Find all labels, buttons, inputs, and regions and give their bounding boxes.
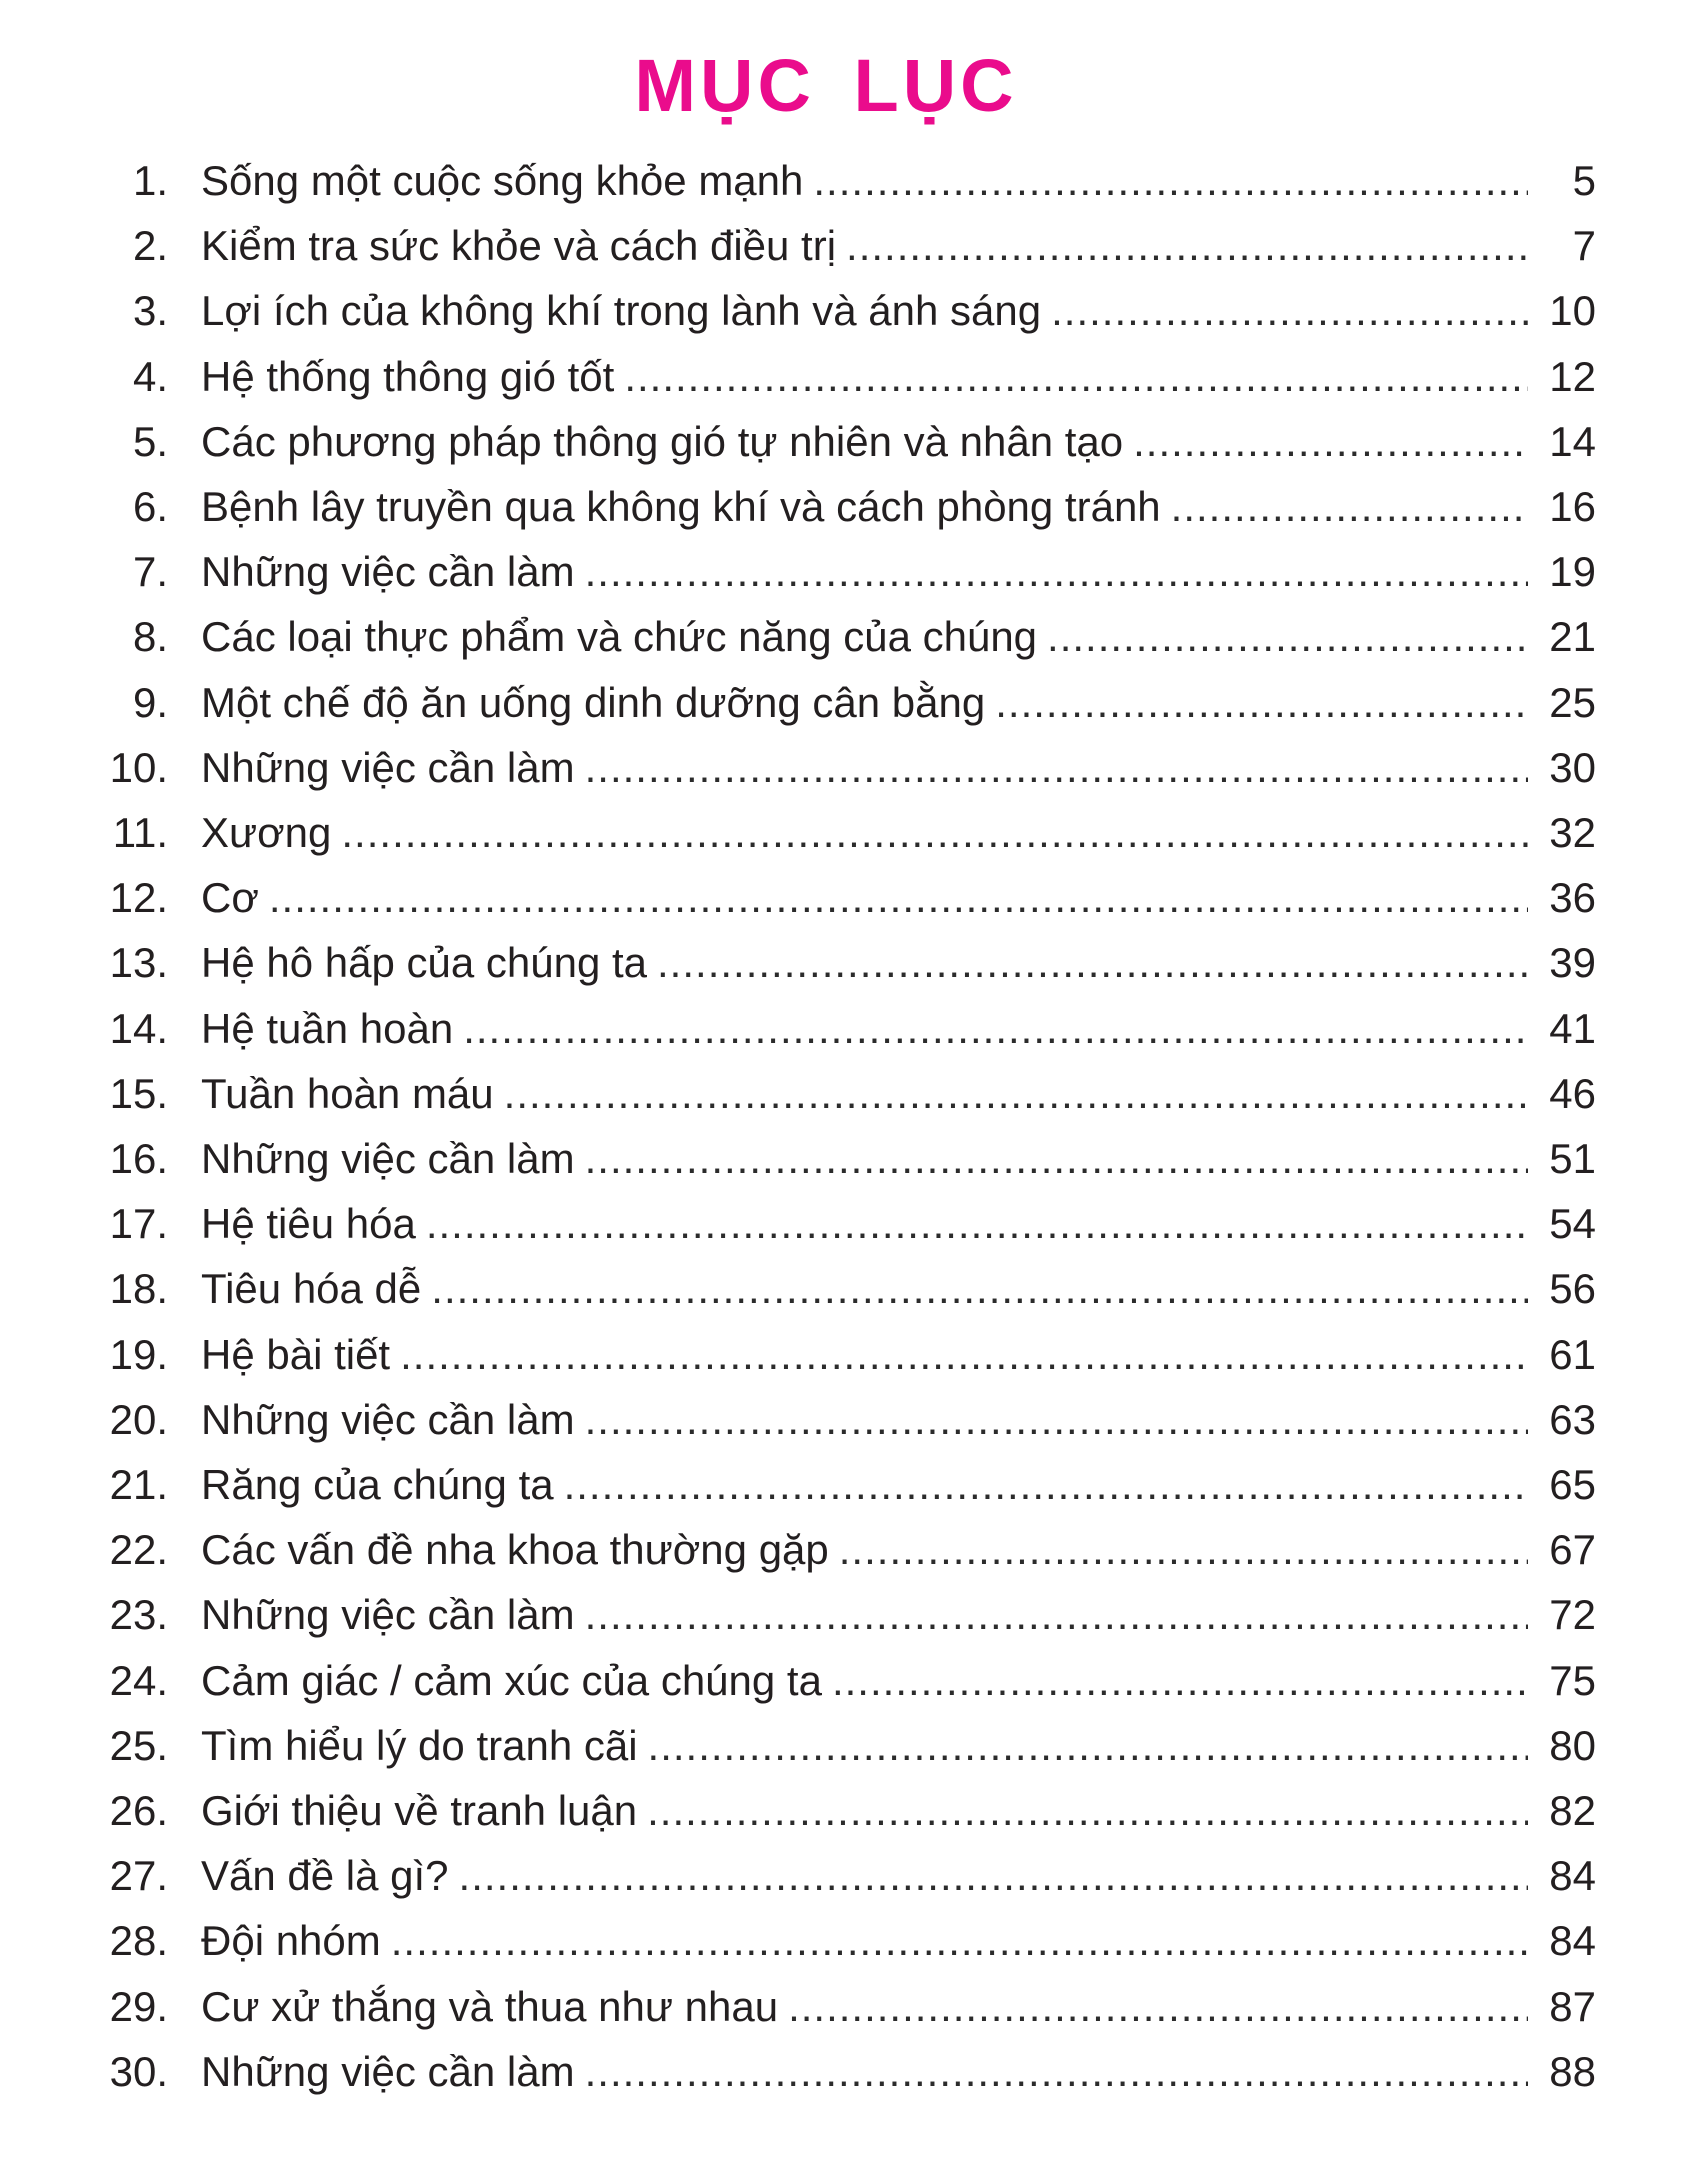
toc-entry-number: 7. [132,548,168,596]
toc-entry-page: 21 [1549,613,1596,661]
toc-entry-page: 75 [1549,1656,1596,1704]
toc-entry-title: Răng của chúng ta [201,1461,554,1509]
toc-dot-leader [564,1452,1528,1517]
toc-entry-number: 8. [132,613,168,661]
toc-entry-page: 36 [1549,874,1596,922]
toc-dot-leader [846,213,1528,278]
toc-entry [56,1843,1596,1908]
toc-entry [56,409,1596,474]
toc-entry [56,1713,1596,1778]
toc-dot-leader [647,1778,1528,1843]
toc-dot-leader [426,1191,1528,1256]
toc-entry-page: 61 [1549,1330,1596,1378]
toc-entry-number: 21. [109,1461,168,1509]
toc-entry-number: 14. [109,1004,168,1052]
toc-entry [56,1908,1596,1973]
toc-entry-number: 30. [109,2047,168,2095]
toc-entry-number: 15. [109,1069,168,1117]
toc-entry-title: Hệ bài tiết [201,1330,391,1378]
toc-entry-page: 14 [1549,417,1596,465]
toc-dot-leader [585,1126,1528,1191]
toc-entry-page: 84 [1549,1852,1596,1900]
toc-entry-number: 2. [132,222,168,270]
toc-entry [56,213,1596,278]
toc-dot-leader [391,1908,1528,1973]
toc-dot-leader [504,1061,1528,1126]
toc-entry-page: 51 [1549,1135,1596,1183]
toc-entry [56,800,1596,865]
toc-entry-number: 22. [109,1526,168,1574]
toc-dot-leader [463,996,1528,1061]
toc-entry-number: 17. [109,1200,168,1248]
toc-entry-page: 87 [1549,1982,1596,2030]
toc-entry [56,1648,1596,1713]
toc-dot-leader [585,539,1528,604]
toc-entry-number: 11. [112,809,168,857]
toc-entry [56,1126,1596,1191]
toc-entry-title: Vấn đề là gì? [201,1852,449,1900]
toc-entry-number: 13. [109,939,168,987]
toc-entry [56,1387,1596,1452]
toc-entry-title: Những việc cần làm [201,1591,575,1639]
toc-list [56,148,1596,2104]
toc-entry-page: 65 [1549,1461,1596,1509]
toc-entry [56,865,1596,930]
toc-entry-title: Lợi ích của không khí trong lành và ánh sáng [201,287,1042,335]
toc-dot-leader [431,1256,1528,1321]
toc-entry-number: 25. [109,1721,168,1769]
toc-entry-number: 29. [109,1982,168,2030]
toc-entry-title: Hệ hô hấp của chúng ta [201,939,648,987]
toc-entry-page: 46 [1549,1069,1596,1117]
toc-entry-title: Những việc cần làm [201,548,575,596]
toc-entry-number: 10. [109,743,168,791]
toc-dot-leader [1047,604,1528,669]
toc-entry-page: 56 [1549,1265,1596,1313]
toc-dot-leader [657,930,1528,995]
toc-entry [56,539,1596,604]
toc-entry-title: Cư xử thắng và thua như nhau [201,1982,779,2030]
toc-dot-leader [585,1582,1528,1647]
toc-dot-leader [459,1843,1528,1908]
toc-entry-number: 28. [109,1917,168,1965]
toc-entry [56,1256,1596,1321]
toc-dot-leader [269,865,1528,930]
toc-entry-title: Cơ [201,874,259,922]
toc-dot-leader [624,344,1528,409]
toc-dot-leader [788,1974,1528,2039]
toc-entry-number: 6. [132,483,168,531]
toc-entry-number: 19. [109,1330,168,1378]
toc-entry-page: 5 [1572,157,1596,204]
toc-entry-page: 12 [1549,352,1596,400]
toc-entry-number: 20. [109,1395,168,1443]
toc-entry-title: Các loại thực phẩm và chức năng của chúng [201,613,1038,661]
toc-entry-page: 25 [1549,678,1596,726]
toc-entry-page: 88 [1549,2047,1596,2095]
toc-entry-title: Xương [201,809,332,857]
toc-entry [56,670,1596,735]
toc-entry-number: 9. [132,678,168,726]
toc-entry-title: Hệ tuần hoàn [201,1004,454,1052]
toc-entry-title: Những việc cần làm [201,2047,575,2095]
toc-entry-title: Hệ thống thông gió tốt [201,352,615,400]
toc-entry-page: 19 [1549,548,1596,596]
toc-entry-title: Kiểm tra sức khỏe và cách điều trị [201,222,837,270]
toc-entry-title: Hệ tiêu hóa [201,1200,416,1248]
toc-entry [56,344,1596,409]
toc-entry-title: Bệnh lây truyền qua không khí và cách phòng tránh [201,483,1161,531]
toc-entry-title: Tuần hoàn máu [201,1069,494,1117]
toc-entry-number: 16. [109,1135,168,1183]
toc-entry-page: 10 [1549,287,1596,335]
toc-entry-title: Các phương pháp thông gió tự nhiên và nhân tạo [201,417,1124,465]
toc-dot-leader [341,800,1528,865]
toc-entry-title: Tìm hiểu lý do tranh cãi [201,1721,638,1769]
toc-entry-number: 3. [132,287,168,335]
toc-entry [56,148,1596,213]
toc-entry-page: 82 [1549,1787,1596,1835]
toc-entry [56,1191,1596,1256]
toc-entry [56,1322,1596,1387]
toc-dot-leader [813,148,1528,213]
toc-entry-title: Những việc cần làm [201,743,575,791]
toc-dot-leader [832,1648,1528,1713]
toc-dot-leader [995,670,1528,735]
toc-entry [56,604,1596,669]
toc-entry-number: 24. [109,1656,168,1704]
toc-entry-number: 23. [109,1591,168,1639]
toc-entry-number: 26. [109,1787,168,1835]
toc-dot-leader [400,1322,1528,1387]
toc-entry-title: Những việc cần làm [201,1135,575,1183]
toc-entry-title: Giới thiệu về tranh luận [201,1787,638,1835]
toc-entry [56,278,1596,343]
toc-entry [56,1974,1596,2039]
toc-entry-title: Sống một cuộc sống khỏe mạnh [201,157,804,204]
toc-entry-page: 80 [1549,1721,1596,1769]
toc-entry-number: 4. [132,352,168,400]
toc-entry-page: 32 [1549,809,1596,857]
toc-entry-page: 54 [1549,1200,1596,1248]
toc-entry [56,2039,1596,2104]
toc-dot-leader [1051,278,1528,343]
toc-entry [56,1778,1596,1843]
toc-entry-page: 72 [1549,1591,1596,1639]
toc-entry-number: 12. [109,874,168,922]
toc-entry-page: 41 [1549,1004,1596,1052]
toc-entry-title: Đội nhóm [201,1917,381,1965]
toc-entry-page: 84 [1549,1917,1596,1965]
toc-entry [56,1061,1596,1126]
toc-dot-leader [585,1387,1528,1452]
toc-entry-page: 63 [1549,1395,1596,1443]
toc-entry [56,474,1596,539]
toc-dot-leader [1171,474,1528,539]
toc-entry-number: 5. [132,417,168,465]
toc-entry-title: Cảm giác / cảm xúc của chúng ta [201,1656,822,1704]
toc-entry-page: 67 [1549,1526,1596,1574]
toc-entry-number: 18. [109,1265,168,1313]
toc-entry-page: 16 [1549,483,1596,531]
toc-dot-leader [648,1713,1528,1778]
toc-dot-leader [839,1517,1528,1582]
toc-entry-number: 27. [109,1852,168,1900]
toc-entry-title: Tiêu hóa dễ [201,1265,422,1313]
toc-entry-page: 7 [1572,222,1596,270]
toc-entry [56,930,1596,995]
toc-entry-title: Các vấn đề nha khoa thường gặp [201,1526,829,1574]
toc-entry [56,1452,1596,1517]
page-title: MỤC LỤC [634,44,1018,127]
toc-entry [56,1517,1596,1582]
toc-entry-page: 39 [1549,939,1596,987]
toc-entry-page: 30 [1549,743,1596,791]
toc-entry [56,996,1596,1061]
toc-entry-title: Những việc cần làm [201,1395,575,1443]
toc-dot-leader [585,735,1528,800]
toc-dot-leader [585,2039,1528,2104]
toc-entry-title: Một chế độ ăn uống dinh dưỡng cân bằng [201,678,986,726]
toc-entry [56,1582,1596,1647]
toc-dot-leader [1133,409,1528,474]
toc-entry [56,735,1596,800]
toc-entry-number: 1. [132,157,168,204]
